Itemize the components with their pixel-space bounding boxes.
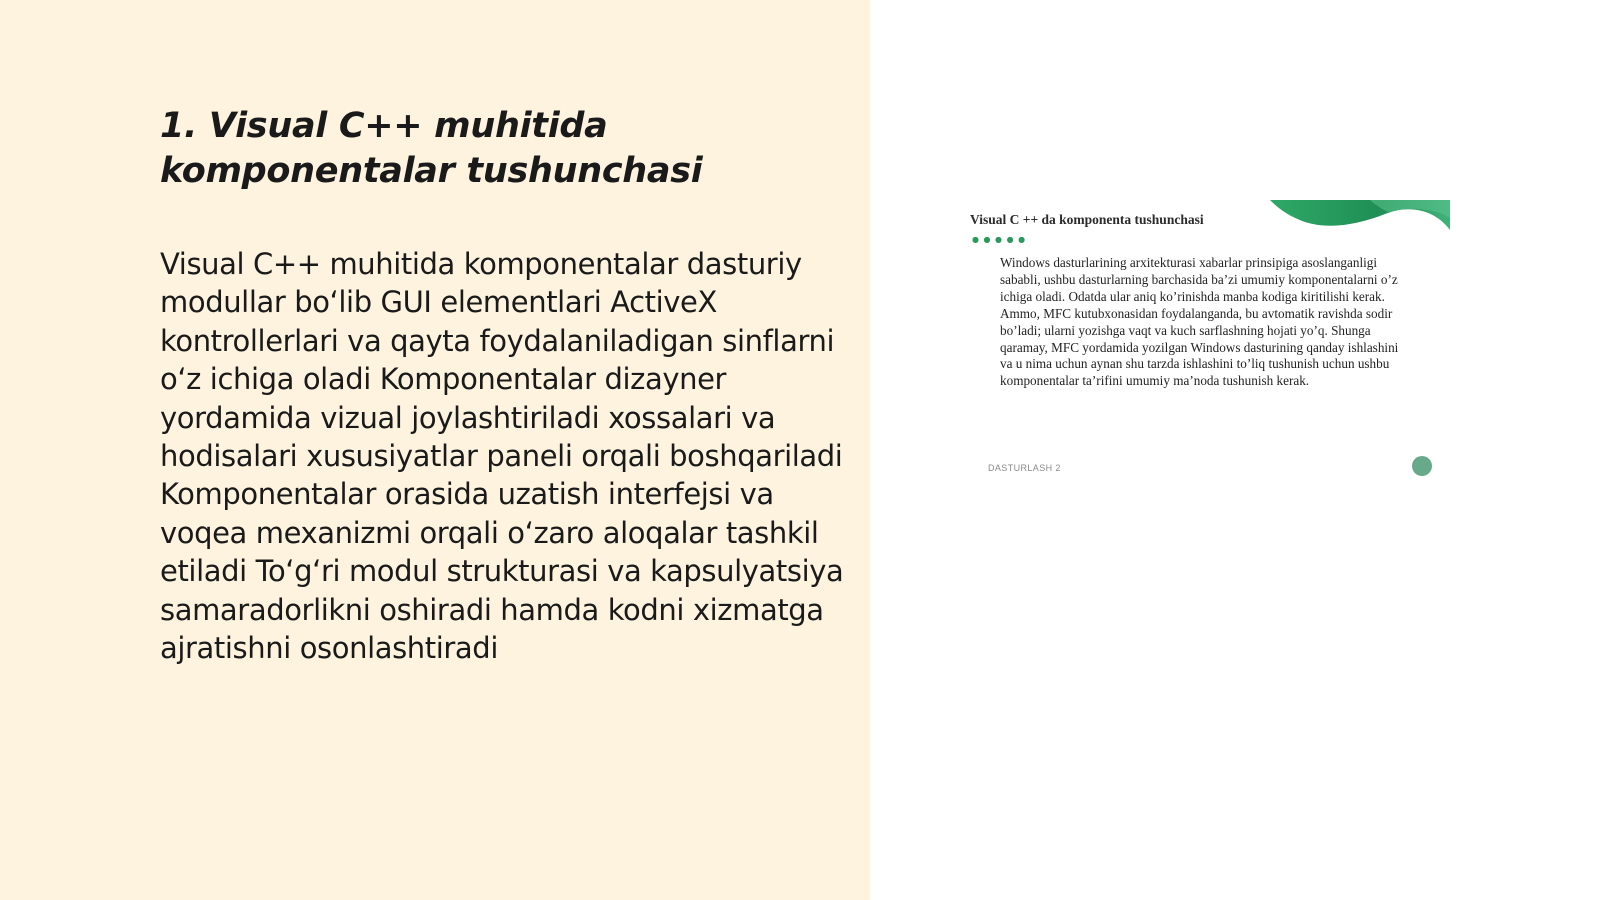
slide-thumbnail-image — [960, 200, 1450, 480]
slide-body-text: Visual C++ muhitida komponentalar dasturiy modullar bo‘lib GUI elementlari ActiveX kontrollerlari va qayta foydalaniladigan sinflarni o‘z ichiga oladi Komponentalar dizayner yordamida vizual joylashtiriladi xossalari va hodisalari xususiyatlar paneli orqali boshqariladi Komponentalar orasida uzatish interfejsi va voqea mexanizmi orqali o‘zaro aloqalar tashkil etiladi To‘g‘ri modul strukturasi va kapsulyatsiya samaradorlikni oshiradi hamda kodni xizmatga ajratishni osonlashtiradi — [160, 247, 844, 666]
green-wave-decoration — [1270, 200, 1450, 232]
thumbnail-body-text: Windows dasturlarining arxitekturasi xabarlar prinsipiga asoslanganligi sababli, ushbu dasturlarning barchasida ba’zi umumiy komponentalarni o’z ichiga oladi. Odatda ular aniq ko’rinishda manba kodiga kiritilishi kerak. Ammo, MFC kutubxonasidan foydalanganda, bu avtomatik ravishda sodir bo’ladi; ularni yozishga vaqt va kuch sarflashning hojati yo’q. Shunga qaramay, MFC yordamida yozilgan Windows dasturining qanday ishlashini va u nima uchun aynan shu tarzda ishlashini to’liq tushunish uchun ushbu komponentalar ta’rifini umumiy ma’noda tushunish kerak. — [1000, 255, 1399, 389]
slide-title: 1. Visual C++ muhitida komponentalar tushunchasi — [160, 106, 703, 191]
thumbnail-dots: ● ● ● ● ● — [972, 235, 1027, 244]
thumbnail-footer: DASTURLASH 2 — [988, 463, 1061, 473]
thumbnail-title: Visual C ++ da komponenta tushunchasi — [970, 212, 1204, 227]
thumbnail-page-circle — [1412, 456, 1432, 476]
